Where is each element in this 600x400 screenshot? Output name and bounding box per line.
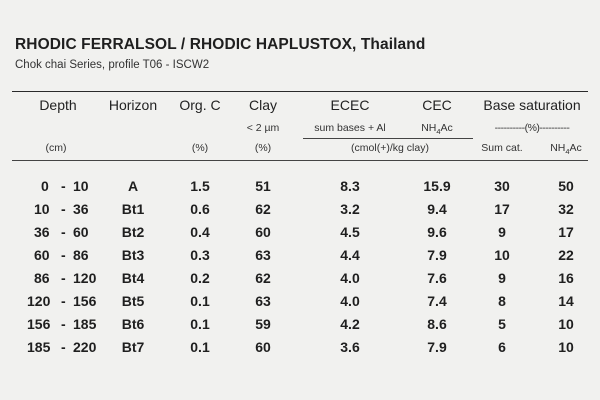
table-subtitle: Chok chai Series, profile T06 - ISCW2 xyxy=(15,59,210,71)
bs-nh4ac: 10 xyxy=(558,339,574,355)
header-bottom-rule xyxy=(12,160,588,161)
bs-sum-cat: 5 xyxy=(498,316,506,332)
ecec: 4.0 xyxy=(340,293,360,309)
header-depth: Depth xyxy=(39,97,77,113)
table-title: RHODIC FERRALSOL / RHODIC HAPLUSTOX, Thailand xyxy=(15,36,426,53)
depth-top: 185 xyxy=(27,339,51,355)
subheader-ecec-method: sum bases + Al xyxy=(314,122,386,134)
unit-depth: (cm) xyxy=(45,142,67,154)
table-row xyxy=(0,178,600,198)
table-row xyxy=(0,201,600,221)
cec: 7.9 xyxy=(427,247,447,263)
clay: 63 xyxy=(255,247,271,263)
depth-bottom: 185 xyxy=(73,316,97,332)
bs-sum-cat: 30 xyxy=(494,178,510,194)
header-horizon: Horizon xyxy=(108,97,158,113)
clay: 60 xyxy=(255,339,271,355)
horizon: Bt4 xyxy=(121,270,145,286)
clay: 60 xyxy=(255,224,271,240)
subheader-clay-size: < 2 µm xyxy=(246,122,280,134)
depth-separator: - xyxy=(61,247,66,263)
org-c: 0.1 xyxy=(190,339,210,355)
clay: 51 xyxy=(255,178,271,194)
depth-separator: - xyxy=(61,201,66,217)
org-c: 0.2 xyxy=(190,270,210,286)
clay: 62 xyxy=(255,270,271,286)
ecec: 8.3 xyxy=(340,178,360,194)
horizon: Bt1 xyxy=(121,201,145,217)
depth-bottom: 120 xyxy=(73,270,97,286)
bs-nh4ac: 22 xyxy=(558,247,574,263)
horizon: Bt7 xyxy=(121,339,145,355)
depth-top: 36 xyxy=(34,224,50,240)
horizon: A xyxy=(127,178,139,194)
bs-nh4ac: 14 xyxy=(558,293,574,309)
table-row xyxy=(0,293,600,313)
cec: 8.6 xyxy=(427,316,447,332)
depth-bottom: 60 xyxy=(73,224,89,240)
horizon: Bt2 xyxy=(121,224,145,240)
depth-bottom: 86 xyxy=(73,247,89,263)
depth-top: 60 xyxy=(34,247,50,263)
depth-top: 120 xyxy=(27,293,51,309)
org-c: 0.1 xyxy=(190,316,210,332)
bs-sum-cat: 9 xyxy=(498,224,506,240)
bs-nh4ac: 17 xyxy=(558,224,574,240)
horizon: Bt3 xyxy=(121,247,145,263)
bs-sum-cat: 8 xyxy=(498,293,506,309)
depth-bottom: 10 xyxy=(73,178,89,194)
clay: 59 xyxy=(255,316,271,332)
depth-bottom: 156 xyxy=(73,293,97,309)
subheader-cec-method: $NH_4Ac$ xyxy=(421,122,453,137)
ecec: 4.4 xyxy=(340,247,360,263)
depth-separator: - xyxy=(61,339,66,355)
depth-top: 86 xyxy=(34,270,50,286)
header-ecec: ECEC xyxy=(330,97,370,113)
ecec-cec-group-rule xyxy=(303,138,473,139)
table-row xyxy=(0,224,600,244)
header-top-rule xyxy=(12,91,588,92)
org-c: 0.6 xyxy=(190,201,210,217)
cec: 7.4 xyxy=(427,293,447,309)
ecec: 4.2 xyxy=(340,316,360,332)
horizon: Bt5 xyxy=(121,293,145,309)
unit-clay: (%) xyxy=(254,142,272,154)
depth-top: 10 xyxy=(34,201,50,217)
horizon: Bt6 xyxy=(121,316,145,332)
cec: 15.9 xyxy=(423,178,451,194)
header-cec: CEC xyxy=(422,97,452,113)
org-c: 0.3 xyxy=(190,247,210,263)
depth-separator: - xyxy=(61,224,66,240)
cec: 9.4 xyxy=(427,201,447,217)
org-c: 0.1 xyxy=(190,293,210,309)
unit-exchange: (cmol(+)/kg clay) xyxy=(351,142,429,154)
bs-nh4ac: 32 xyxy=(558,201,574,217)
unit-nh4ac: $NH_4Ac$ xyxy=(550,142,582,157)
table-row xyxy=(0,247,600,267)
depth-top: 0 xyxy=(41,178,49,194)
cec: 9.6 xyxy=(427,224,447,240)
org-c: 1.5 xyxy=(190,178,210,194)
header-clay: Clay xyxy=(248,97,278,113)
cec: 7.6 xyxy=(427,270,447,286)
depth-bottom: 36 xyxy=(73,201,89,217)
depth-separator: - xyxy=(61,178,66,194)
bs-nh4ac: 10 xyxy=(558,316,574,332)
table-row xyxy=(0,316,600,336)
header-base-saturation: Base saturation xyxy=(483,97,581,113)
depth-separator: - xyxy=(61,293,66,309)
cec: 7.9 xyxy=(427,339,447,355)
depth-bottom: 220 xyxy=(73,339,97,355)
ecec: 4.5 xyxy=(340,224,360,240)
bs-sum-cat: 17 xyxy=(494,201,510,217)
ecec: 3.6 xyxy=(340,339,360,355)
depth-separator: - xyxy=(61,316,66,332)
clay: 63 xyxy=(255,293,271,309)
table-row xyxy=(0,339,600,359)
bs-sum-cat: 9 xyxy=(498,270,506,286)
clay: 62 xyxy=(255,201,271,217)
depth-separator: - xyxy=(61,270,66,286)
ecec: 4.0 xyxy=(340,270,360,286)
bs-sum-cat: 10 xyxy=(494,247,510,263)
org-c: 0.4 xyxy=(190,224,210,240)
depth-top: 156 xyxy=(27,316,51,332)
bs-nh4ac: 16 xyxy=(558,270,574,286)
unit-org-c: (%) xyxy=(191,142,209,154)
table-row xyxy=(0,270,600,290)
bs-sum-cat: 6 xyxy=(498,339,506,355)
bs-nh4ac: 50 xyxy=(558,178,574,194)
header-org-c: Org. C xyxy=(179,97,221,113)
subheader-base-sat-unit: ----------(%)---------- xyxy=(494,122,570,134)
ecec: 3.2 xyxy=(340,201,360,217)
unit-sum-cat: Sum cat. xyxy=(481,142,523,154)
